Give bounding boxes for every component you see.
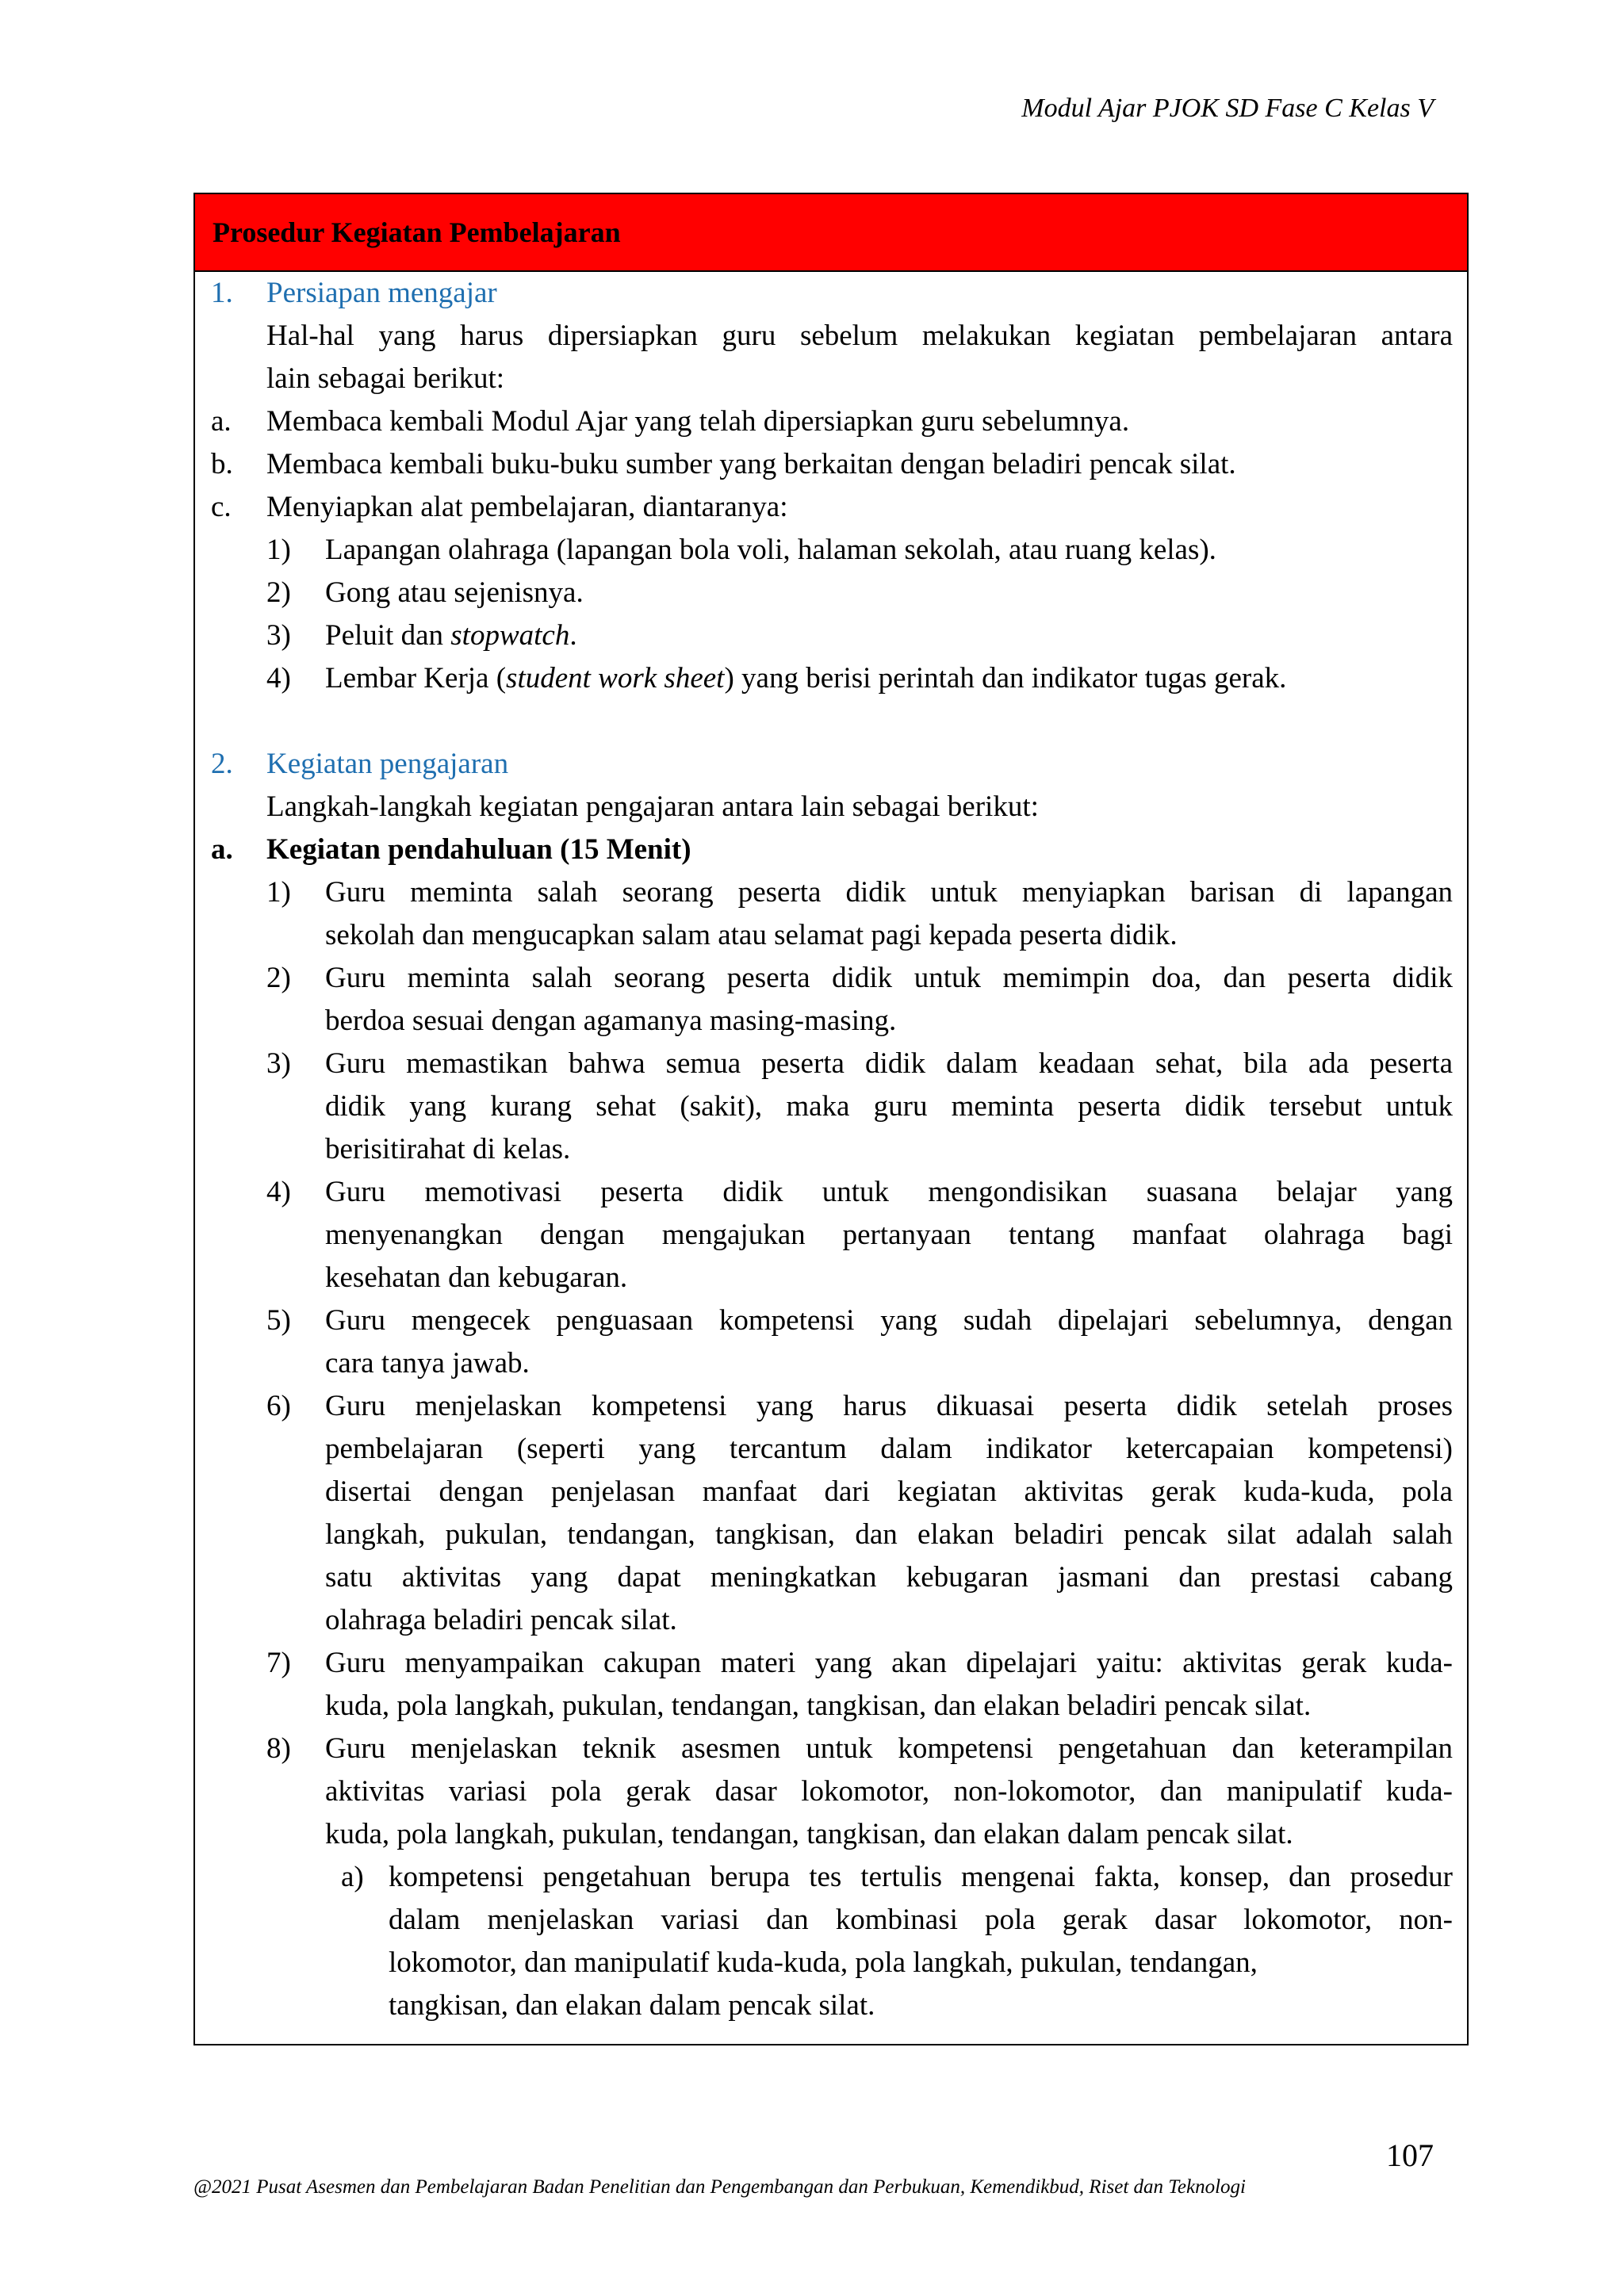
list-marker: 2) <box>266 962 291 994</box>
line-text: Kegiatan pengajaran <box>266 748 509 780</box>
section-2-title <box>0 743 1465 786</box>
procedure-heading: Prosedur Kegiatan Pembelajaran <box>195 194 1467 272</box>
prep-item-c <box>0 486 1465 529</box>
line-text: Membaca kembali buku-buku sumber yang berkaitan dengan beladiri pencak silat. <box>266 448 1236 480</box>
line-text: kuda, pola langkah, pukulan, tendangan, tangkisan, dan elakan beladiri pencak silat. <box>325 1689 1312 1722</box>
tool-item <box>0 657 1465 700</box>
list-marker: a. <box>211 833 233 866</box>
step-line <box>0 1599 1465 1642</box>
copyright-footer: @2021 Pusat Asesmen dan Pembelajaran Badan Penelitian dan Pengembangan dan Perbukuan, Kemendikbud, Riset dan Teknologi <box>193 2176 1246 2198</box>
tool-item <box>0 529 1465 572</box>
line-text: kuda, pola langkah, pukulan, tendangan, tangkisan, dan elakan dalam pencak silat. <box>325 1818 1293 1850</box>
step-line <box>0 1728 1465 1770</box>
section-2-intro <box>0 786 1465 828</box>
list-marker: 4) <box>266 1176 291 1208</box>
list-marker: 1. <box>211 277 233 309</box>
line-text: Persiapan mengajar <box>266 277 497 309</box>
list-marker: a. <box>211 405 232 438</box>
step-line <box>0 1471 1465 1513</box>
step-line <box>0 1257 1465 1299</box>
list-marker: 1) <box>266 534 291 566</box>
line-text: Menyiapkan alat pembelajaran, diantaranya: <box>266 491 788 523</box>
line-text: menyenangkan dengan mengajukan pertanyaan tentang manfaat olahraga bagi <box>325 1219 1453 1251</box>
line-text: berisitirahat di kelas. <box>325 1133 571 1165</box>
sub-a-title <box>0 828 1465 871</box>
line-text: berdoa sesuai dengan agamanya masing-masing. <box>325 1004 897 1037</box>
list-marker: 5) <box>266 1304 291 1337</box>
line-text: aktivitas variasi pola gerak dasar lokomotor, non-lokomotor, dan manipulatif kuda- <box>325 1775 1453 1808</box>
step-line <box>0 1685 1465 1728</box>
line-text: tangkisan, dan elakan dalam pencak silat. <box>389 1989 875 2022</box>
step-line <box>0 1171 1465 1214</box>
step-line <box>0 871 1465 914</box>
line-text: Guru meminta salah seorang peserta didik untuk memimpin doa, dan peserta didik <box>325 962 1453 994</box>
list-marker: 8) <box>266 1732 291 1765</box>
list-marker: 1) <box>266 876 291 909</box>
sub-item-line <box>0 1899 1465 1942</box>
line-text: Lapangan olahraga (lapangan bola voli, halaman sekolah, atau ruang kelas). <box>325 534 1216 566</box>
step-line <box>0 1770 1465 1813</box>
line-text: Guru menjelaskan kompetensi yang harus dikuasai peserta didik setelah proses <box>325 1390 1453 1422</box>
section-1-intro <box>0 358 1465 400</box>
line-text: kesehatan dan kebugaran. <box>325 1261 628 1294</box>
list-marker: a) <box>341 1861 364 1893</box>
step-line <box>0 957 1465 1000</box>
line-text: Lembar Kerja (student work sheet) yang berisi perintah dan indikator tugas gerak. <box>325 662 1287 695</box>
list-marker: 2) <box>266 576 291 609</box>
line-text: olahraga beladiri pencak silat. <box>325 1604 677 1636</box>
section-1-title <box>0 272 1465 315</box>
line-text: Guru memastikan bahwa semua peserta didik dalam keadaan sehat, bila ada peserta <box>325 1047 1453 1080</box>
line-text: sekolah dan mengucapkan salam atau selamat pagi kepada peserta didik. <box>325 919 1178 951</box>
list-marker: 7) <box>266 1647 291 1679</box>
prep-item-b <box>0 443 1465 486</box>
running-header: Modul Ajar PJOK SD Fase C Kelas V <box>1021 94 1434 123</box>
list-marker: 6) <box>266 1390 291 1422</box>
step-line <box>0 1043 1465 1085</box>
sub-item-line <box>0 1984 1465 2027</box>
line-text: cara tanya jawab. <box>325 1347 530 1380</box>
step-line <box>0 1556 1465 1599</box>
line-text: didik yang kurang sehat (sakit), maka guru meminta peserta didik tersebut untuk <box>325 1090 1453 1123</box>
step-line <box>0 1513 1465 1556</box>
step-line <box>0 914 1465 957</box>
list-marker: 3) <box>266 1047 291 1080</box>
sub-item-line <box>0 1942 1465 1984</box>
step-line <box>0 1299 1465 1342</box>
step-line <box>0 1642 1465 1685</box>
line-text: Membaca kembali Modul Ajar yang telah dipersiapkan guru sebelumnya. <box>266 405 1130 438</box>
line-text: Guru menjelaskan teknik asesmen untuk kompetensi pengetahuan dan keterampilan <box>325 1732 1453 1765</box>
list-marker: 2. <box>211 748 233 780</box>
step-line <box>0 1214 1465 1257</box>
line-text: Guru memotivasi peserta didik untuk mengondisikan suasana belajar yang <box>325 1176 1453 1208</box>
line-text: kompetensi pengetahuan berupa tes tertulis mengenai fakta, konsep, dan prosedur <box>389 1861 1453 1893</box>
tool-item <box>0 614 1465 657</box>
line-text: langkah, pukulan, tendangan, tangkisan, dan elakan beladiri pencak silat adalah salah <box>325 1518 1453 1551</box>
line-text: Langkah-langkah kegiatan pengajaran antara lain sebagai berikut: <box>266 790 1039 823</box>
sub-item-line <box>0 1856 1465 1899</box>
step-line <box>0 1128 1465 1171</box>
page-number: 107 <box>1386 2137 1434 2173</box>
line-text: dalam menjelaskan variasi dan kombinasi pola gerak dasar lokomotor, non- <box>389 1904 1453 1936</box>
line-text: Peluit dan stopwatch. <box>325 619 577 652</box>
line-text: Guru mengecek penguasaan kompetensi yang sudah dipelajari sebelumnya, dengan <box>325 1304 1453 1337</box>
list-marker: 3) <box>266 619 291 652</box>
line-text: lain sebagai berikut: <box>266 362 505 395</box>
line-text: Gong atau sejenisnya. <box>325 576 584 609</box>
line-text: Guru menyampaikan cakupan materi yang akan dipelajari yaitu: aktivitas gerak kuda- <box>325 1647 1453 1679</box>
line-text: Hal-hal yang harus dipersiapkan guru sebelum melakukan kegiatan pembelajaran antara <box>266 320 1453 352</box>
list-marker: b. <box>211 448 233 480</box>
step-line <box>0 1428 1465 1471</box>
step-line <box>0 1000 1465 1043</box>
tool-item <box>0 572 1465 614</box>
list-marker: c. <box>211 491 232 523</box>
line-text: Kegiatan pendahuluan (15 Menit) <box>266 833 691 866</box>
step-line <box>0 1342 1465 1385</box>
step-line <box>0 1085 1465 1128</box>
line-text: pembelajaran (seperti yang tercantum dalam indikator ketercapaian kompetensi) <box>325 1433 1453 1465</box>
step-line <box>0 1813 1465 1856</box>
list-marker: 4) <box>266 662 291 695</box>
line-text: disertai dengan penjelasan manfaat dari kegiatan aktivitas gerak kuda-kuda, pola <box>325 1475 1453 1508</box>
prep-item-a <box>0 400 1465 443</box>
line-text: satu aktivitas yang dapat meningkatkan kebugaran jasmani dan prestasi cabang <box>325 1561 1453 1594</box>
line-text: Guru meminta salah seorang peserta didik untuk menyiapkan barisan di lapangan <box>325 876 1453 909</box>
step-line <box>0 1385 1465 1428</box>
section-1-intro <box>0 315 1465 358</box>
line-text: lokomotor, dan manipulatif kuda-kuda, pola langkah, pukulan, tendangan, <box>389 1946 1258 1979</box>
